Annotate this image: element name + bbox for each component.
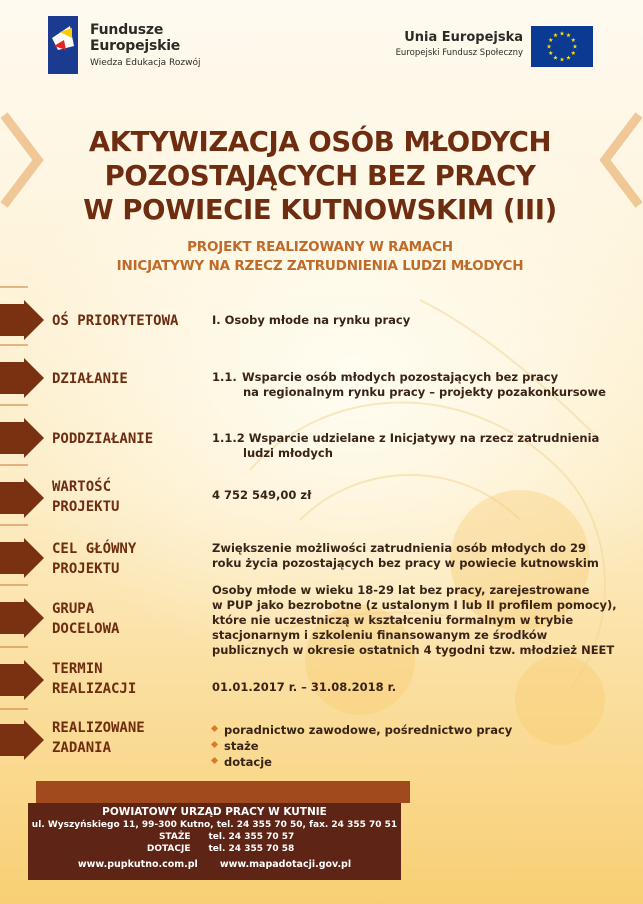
dzialanie-line2: na regionalnym rynku pracy – projekty pozakonkursowe <box>243 385 606 399</box>
page-subtitle <box>40 238 600 276</box>
label-poddzialanie: PODDZIAŁANIE <box>52 431 154 447</box>
eu-flag <box>531 26 593 67</box>
subtitle-line2: INICJATYWY NA RZECZ ZATRUDNIENIA LUDZI MŁODYCH <box>116 258 524 274</box>
title-line3: W POWIECIE KUTNOWSKIM (III) <box>83 194 557 226</box>
list-item <box>212 722 512 738</box>
value-poddzialanie <box>212 431 599 461</box>
dzialanie-number: 1.1. <box>212 370 237 384</box>
cel-line2: roku życia pozostających bez pracy w powiecie kutnowskim <box>212 556 599 570</box>
arrow-icon <box>0 300 44 340</box>
eu-star-icon <box>566 55 571 59</box>
task-text: staże <box>224 739 259 753</box>
ue-title: Unia Europejska <box>404 30 523 45</box>
value-dzialanie <box>212 370 606 400</box>
footer-links <box>28 858 401 872</box>
label-os-priorytetowa: OŚ PRIORYTETOWA <box>52 313 179 329</box>
eu-stars-icon <box>531 26 593 67</box>
dotacje-phone: tel. 24 355 70 58 <box>208 844 295 854</box>
footer-contact-box <box>28 803 401 880</box>
ue-subtitle: Europejski Fundusz Społeczny <box>395 48 523 58</box>
arrow-icon <box>0 660 44 700</box>
website-link-mapadotacji[interactable]: www.mapadotacji.gov.pl <box>219 859 352 870</box>
arrow-icon <box>0 720 44 760</box>
dotacje-contact <box>28 843 401 855</box>
value-realizowane-zadania <box>212 722 512 770</box>
cel-line1: Zwiększenie możliwości zatrudnienia osób młodych do 29 <box>212 541 586 555</box>
value-cel-glowny <box>212 541 599 571</box>
subtitle-line1: PROJEKT REALIZOWANY W RAMACH <box>187 239 453 255</box>
dzialanie-line1: Wsparcie osób młodych pozostających bez pracy <box>242 370 559 384</box>
footer-accent-bar <box>36 781 410 803</box>
eu-star-icon <box>553 33 558 37</box>
staze-phone: tel. 24 355 70 57 <box>208 832 295 842</box>
label-dzialanie: DZIAŁANIE <box>52 371 128 387</box>
eu-star-icon <box>548 51 553 55</box>
fundusze-tagline: Wiedza Edukacja Rozwój <box>90 58 201 68</box>
tasks-list <box>212 722 512 770</box>
label-wartosc-projektu: WARTOŚĆ PROJEKTU <box>52 479 120 515</box>
eu-star-icon <box>548 38 553 42</box>
task-text: poradnictwo zawodowe, pośrednictwo pracy <box>224 723 513 737</box>
staze-contact <box>28 831 401 843</box>
poddzialanie-line2: ludzi młodych <box>243 446 333 460</box>
page-title <box>40 125 600 227</box>
fundusze-europejskie-logo <box>48 16 78 74</box>
eu-star-icon <box>571 38 576 42</box>
label-termin-realizacji: TERMIN REALIZACJI <box>52 661 137 697</box>
website-link-pup[interactable]: www.pupkutno.com.pl <box>77 859 198 870</box>
eu-star-icon <box>560 31 565 35</box>
label-realizowane-zadania: REALIZOWANE ZADANIA <box>52 720 145 756</box>
value-os-priorytetowa: I. Osoby młode na rynku pracy <box>212 313 411 327</box>
grupa-line1: Osoby młode w wieku 18-29 lat bez pracy, zarejestrowane <box>212 583 590 597</box>
arrow-icon <box>0 598 44 638</box>
bullet-icon <box>211 757 218 764</box>
task-text: dotacje <box>224 755 272 769</box>
eu-star-icon <box>547 44 552 48</box>
value-grupa-docelowa <box>212 583 617 658</box>
list-item <box>212 738 512 754</box>
office-address: ul. Wyszyńskiego 11, 99-300 Kutno, tel. 24 355 70 50, fax. 24 355 70 51 <box>31 820 398 830</box>
eu-star-icon <box>566 33 571 37</box>
poddzialanie-line1: 1.1.2 Wsparcie udzielane z Inicjatywy na rzecz zatrudnienia <box>212 431 600 445</box>
title-line1: AKTYWIZACJA OSÓB MŁODYCH <box>88 126 552 158</box>
label-grupa-docelowa: GRUPA DOCELOWA <box>52 601 120 637</box>
dotacje-label: DOTACJE <box>146 844 191 854</box>
value-termin-realizacji: 01.01.2017 r. – 31.08.2018 r. <box>212 680 397 694</box>
arrow-icon <box>0 418 44 458</box>
grupa-line4: stacjonarnym i szkoleniu finansowanym ze środków <box>212 628 548 642</box>
arrow-icon <box>0 358 44 398</box>
fundusze-line1: Fundusze <box>90 22 164 38</box>
bullet-icon <box>211 725 218 732</box>
arrow-icon <box>0 478 44 518</box>
fundusze-line2: Europejskie <box>90 38 181 54</box>
grupa-line3: które nie uczestniczą w kształceniu formalnym w trybie <box>212 613 574 627</box>
title-line2: POZOSTAJĄCYCH BEZ PRACY <box>104 160 536 192</box>
fundusze-europejskie-text <box>90 22 201 70</box>
label-cel-glowny: CEL GŁÓWNY PROJEKTU <box>52 541 137 577</box>
eu-star-icon <box>573 44 578 48</box>
office-name: POWIATOWY URZĄD PRACY W KUTNIE <box>102 806 327 818</box>
eu-star-icon <box>571 51 576 55</box>
staze-label: STAŻE <box>158 832 191 842</box>
eu-star-icon <box>553 55 558 59</box>
list-item <box>212 754 512 770</box>
unia-europejska-text <box>396 30 523 60</box>
grupa-line2: w PUP jako bezrobotne (z ustalonym I lub II profilem pomocy), <box>212 598 617 612</box>
value-wartosc-projektu: 4 752 549,00 zł <box>212 488 312 502</box>
grupa-line5: publicznych w okresie ostatnich 4 tygodni tzw. młodzież NEET <box>212 643 615 657</box>
bullet-icon <box>211 741 218 748</box>
eu-star-icon <box>560 57 565 61</box>
arrow-icon <box>0 538 44 578</box>
